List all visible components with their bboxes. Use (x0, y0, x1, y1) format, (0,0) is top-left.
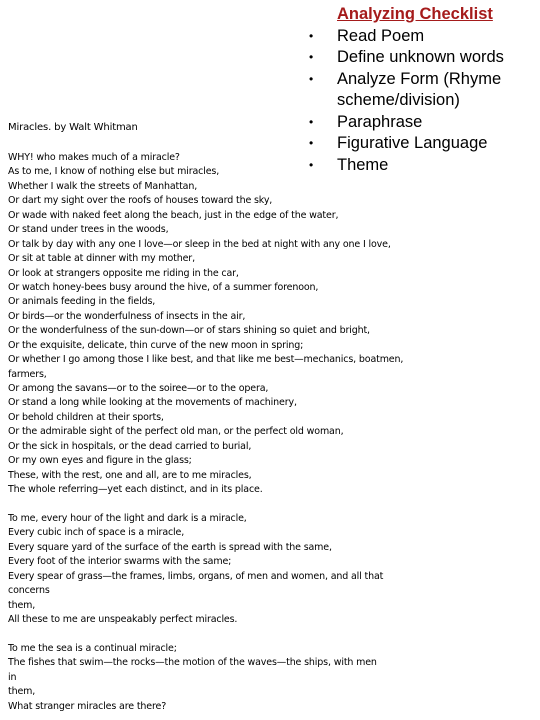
poem-line: Whether I walk the streets of Manhattan, (8, 180, 198, 192)
poem-stanza-3 (8, 642, 448, 714)
poem-line: Or dart my sight over the roofs of houses toward the sky, (8, 195, 273, 207)
checklist-item-figurative-language: • Figurative Language (305, 133, 537, 155)
poem-line: in (8, 671, 17, 683)
checklist-item-theme: • Theme (305, 155, 537, 177)
poem-line: Or the wonderfulness of the sun-down—or of stars shining so quiet and bright, (8, 325, 370, 337)
checklist-item-analyze-form: • Analyze Form (Rhyme scheme/division) (305, 69, 537, 112)
poem-line: concerns (8, 585, 50, 597)
poem-line: Or stand a long while looking at the movements of machinery, (8, 397, 297, 409)
poem-line: Or among the savans—or to the soiree—or to the opera, (8, 383, 269, 394)
poem-line: Or behold children at their sports, (8, 411, 164, 423)
poem-line: As to me, I know of nothing else but miracles, (8, 166, 220, 178)
checklist-item-define-words: • Define unknown words (305, 47, 537, 69)
poem-line: Or watch honey-bees busy around the hive, of a summer forenoon, (8, 281, 319, 293)
poem-line: Or stand under trees in the woods, (8, 224, 169, 236)
checklist-item-read-poem: • Read Poem (305, 26, 537, 48)
poem-line: To me the sea is a continual miracle; (8, 642, 177, 654)
poem-line: Or my own eyes and figure in the glass; (8, 455, 192, 467)
poem-line: WHY! who makes much of a miracle? (8, 152, 180, 163)
poem-line: The fishes that swim—the rocks—the motion of the waves—the ships, with men (8, 657, 377, 669)
poem-line: These, with the rest, one and all, are to me miracles, (8, 469, 252, 481)
poem-line: Or wade with naked feet along the beach, just in the edge of the water, (8, 209, 339, 221)
poem-line: them, (8, 599, 36, 611)
poem-line: Every cubic inch of space is a miracle, (8, 527, 185, 539)
poem-body (8, 151, 448, 714)
poem-title: Miracles. by Walt Whitman (8, 122, 138, 133)
checklist-item-paraphrase: • Paraphrase (305, 112, 537, 134)
poem-line: Or the admirable sight of the perfect old man, or the perfect old woman, (8, 426, 344, 438)
poem-line: Or sit at table at dinner with my mother, (8, 253, 195, 265)
poem-line: them, (8, 686, 36, 698)
poem-line: Every spear of grass—the frames, limbs, organs, of men and women, and all that (8, 570, 384, 582)
poem-line: Or the exquisite, delicate, thin curve of the new moon in spring; (8, 339, 304, 351)
poem-line: What stranger miracles are there? (8, 700, 167, 712)
poem-line: Or the sick in hospitals, or the dead carried to burial, (8, 440, 252, 452)
stanza-gap (8, 498, 448, 512)
stanza-gap (8, 627, 448, 641)
checklist-title: Analyzing Checklist (337, 5, 493, 23)
poem-line: Every square yard of the surface of the earth is spread with the same, (8, 541, 332, 553)
poem-line: Or birds—or the wonderfulness of insects in the air, (8, 310, 246, 322)
poem-stanza-1 (8, 151, 448, 498)
poem-line: Or animals feeding in the fields, (8, 296, 156, 308)
poem-line: farmers, (8, 368, 47, 380)
poem-line: Every foot of the interior swarms with the same; (8, 556, 232, 568)
poem-line: Or whether I go among those I like best, and that like me best—mechanics, boatmen, (8, 354, 404, 366)
poem-line: All these to me are unspeakably perfect miracles. (8, 614, 238, 625)
poem-line: Or talk by day with any one I love—or sleep in the bed at night with any one I love, (8, 238, 391, 250)
poem-line: To me, every hour of the light and dark is a miracle, (8, 512, 247, 524)
poem-line: The whole referring—yet each distinct, and in its place. (8, 484, 263, 496)
poem-line: Or look at strangers opposite me riding in the car, (8, 267, 239, 279)
poem-stanza-2 (8, 512, 448, 628)
